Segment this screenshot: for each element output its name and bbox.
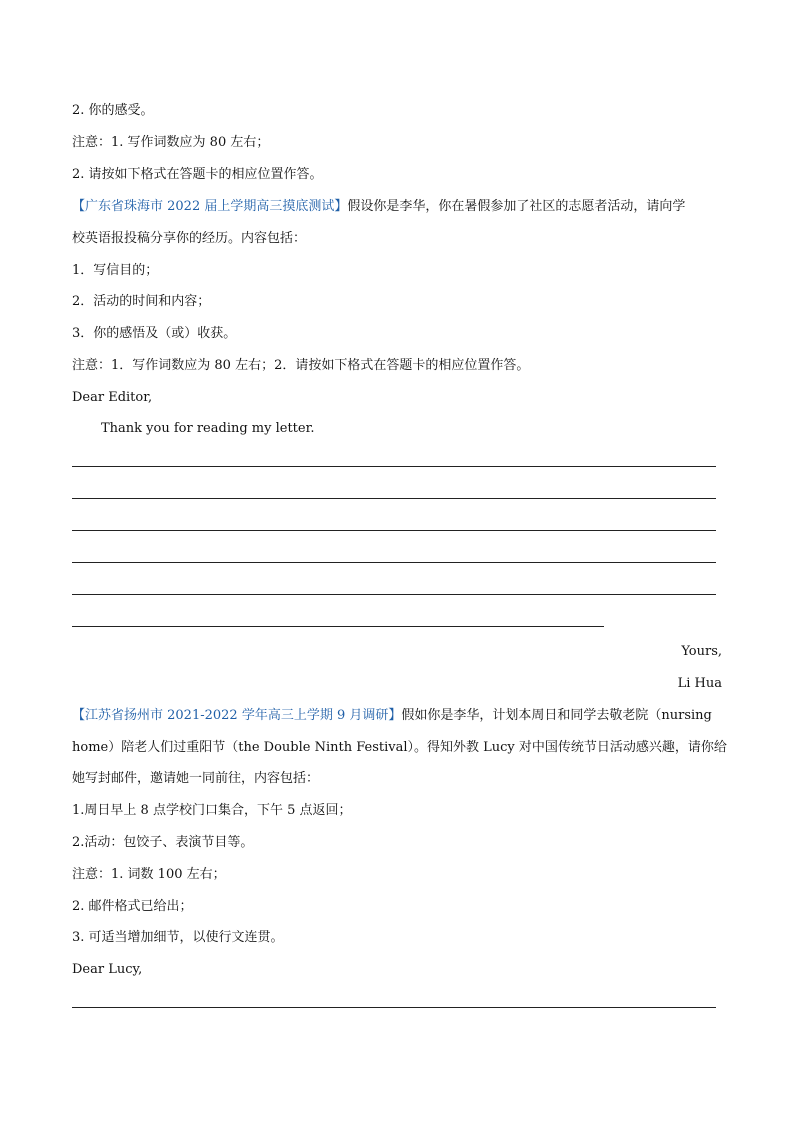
task1-note-1: 注意：1. 写作词数应为 80 左右； — [72, 135, 270, 150]
answer-line — [72, 1007, 716, 1008]
answer-line — [72, 626, 604, 627]
task1-point-2: 2. 你的感受。 — [72, 103, 154, 118]
task3-source: 【江苏省扬州市 2021-2022 学年高三上学期 9 月调研】 — [72, 708, 402, 723]
task3-prompt-text: 假如你是李华，计划本周日和同学去敬老院（nursing — [401, 708, 712, 723]
task3-note-2: 2. 邮件格式已给出； — [72, 899, 193, 914]
task2-point-3: 3．你的感悟及（或）收获。 — [72, 326, 237, 341]
task3-prompt-line-1 — [72, 708, 712, 724]
task1-note-2: 2. 请按如下格式在答题卡的相应位置作答。 — [72, 167, 323, 182]
task2-closing: Yours, — [681, 644, 722, 659]
answer-line — [72, 466, 716, 467]
task2-note: 注意：1．写作词数应为 80 左右；2．请按如下格式在答题卡的相应位置作答。 — [72, 358, 530, 373]
task3-point-2: 2.活动：包饺子、表演节目等。 — [72, 835, 254, 850]
task2-point-2: 2．活动的时间和内容； — [72, 294, 211, 309]
task3-salutation: Dear Lucy, — [72, 962, 143, 977]
answer-line — [72, 530, 716, 531]
task2-salutation: Dear Editor, — [72, 390, 153, 405]
task3-point-1: 1.周日早上 8 点学校门口集合，下午 5 点返回； — [72, 803, 352, 818]
task3-prompt-line-3: 她写封邮件，邀请她一同前往，内容包括： — [72, 771, 320, 786]
task3-prompt-line-2: home）陪老人们过重阳节（the Double Ninth Festival）。得知外教 Lucy 对中国传统节日活动感兴趣，请你给 — [72, 740, 727, 755]
answer-line — [72, 594, 716, 595]
task2-point-1: 1．写信目的； — [72, 263, 159, 278]
task2-prompt-line-1 — [72, 199, 685, 215]
task2-opening-sentence: Thank you for reading my letter. — [101, 421, 315, 436]
task2-prompt-line-2: 校英语报投稿分享你的经历。内容包括： — [72, 231, 307, 246]
answer-line — [72, 562, 716, 563]
task2-signature: Li Hua — [677, 676, 722, 691]
task2-prompt-text: 假设你是李华，你在暑假参加了社区的志愿者活动，请向学 — [347, 199, 686, 214]
task3-note-1: 注意：1. 词数 100 左右； — [72, 867, 226, 882]
task2-source: 【广东省珠海市 2022 届上学期高三摸底测试】 — [72, 199, 348, 214]
task3-note-3: 3. 可适当增加细节，以使行文连贯。 — [72, 930, 284, 945]
answer-line — [72, 498, 716, 499]
